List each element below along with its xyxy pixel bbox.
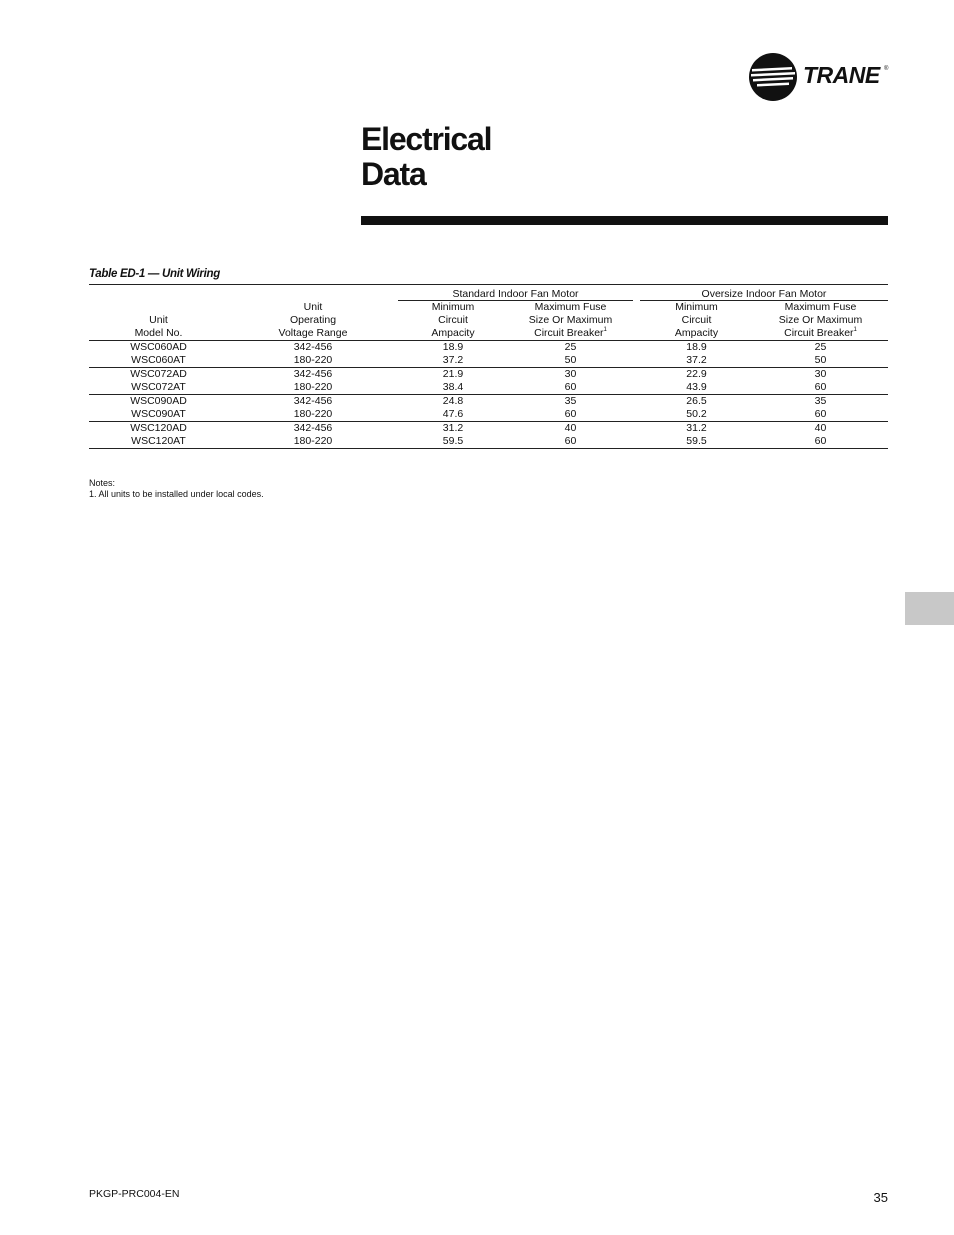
section-tab xyxy=(905,592,954,625)
cell-voltage xyxy=(228,395,398,422)
header-line: Maximum Fuse xyxy=(784,301,857,313)
title-line-2: Data xyxy=(361,156,426,192)
cell-value: 35 xyxy=(564,395,577,407)
cell-value: 31.2 xyxy=(442,422,464,434)
trane-logo xyxy=(748,52,890,102)
cell-value: WSC120AD xyxy=(130,422,187,434)
header-line: Operating xyxy=(289,314,337,326)
cell-value: 24.8 xyxy=(442,395,464,407)
column-header-ovr-max-fuse xyxy=(753,301,888,341)
cell-std-max-fuse xyxy=(508,368,633,395)
header-line: Size Or Maximum xyxy=(528,314,613,326)
title-rule xyxy=(361,216,888,225)
cell-value: WSC090AD xyxy=(130,395,187,407)
column-header-voltage xyxy=(228,301,398,341)
cell-value: WSC060AT xyxy=(131,354,186,366)
table-row xyxy=(89,368,888,395)
header-line: Minimum xyxy=(675,301,718,313)
cell-model xyxy=(89,395,228,422)
cell-ovr-max-fuse xyxy=(753,395,888,422)
cell-value: WSC090AT xyxy=(131,408,186,420)
table-row xyxy=(89,341,888,368)
page-number: 35 xyxy=(873,1190,888,1205)
cell-std-min-circuit-ampacity xyxy=(398,395,508,422)
header-line: Unit xyxy=(303,301,323,313)
cell-value: WSC060AD xyxy=(130,341,187,353)
cell-value: 18.9 xyxy=(686,341,707,353)
header-line: Circuit xyxy=(681,314,712,326)
cell-value: 26.5 xyxy=(686,395,707,407)
header-line: Maximum Fuse xyxy=(534,301,607,313)
cell-value: 40 xyxy=(564,422,577,434)
cell-value: 60 xyxy=(814,408,827,420)
note-item: 1. All units to be installed under local codes. xyxy=(89,489,264,499)
cell-value: WSC120AT xyxy=(131,435,186,447)
cell-ovr-max-fuse xyxy=(753,368,888,395)
header-line xyxy=(508,327,633,340)
cell-value: 37.2 xyxy=(686,354,707,366)
cell-value: 60 xyxy=(814,381,827,393)
footnote-marker: 1 xyxy=(853,327,857,333)
cell-ovr-max-fuse xyxy=(753,422,888,449)
cell-value: 342-456 xyxy=(293,368,333,380)
trane-logo-icon xyxy=(748,52,798,102)
cell-value: 25 xyxy=(564,341,577,353)
cell-value: 35 xyxy=(814,395,827,407)
cell-value: 21.9 xyxy=(442,368,464,380)
cell-value: 180-220 xyxy=(293,435,333,447)
page-title xyxy=(361,122,491,192)
cell-value: 50 xyxy=(814,354,827,366)
cell-ovr-min-circuit-ampacity xyxy=(640,422,753,449)
cell-value: 47.6 xyxy=(442,408,464,420)
cell-model xyxy=(89,368,228,395)
header-line: Unit xyxy=(149,314,168,326)
column-header-model xyxy=(89,301,228,341)
cell-ovr-min-circuit-ampacity xyxy=(640,395,753,422)
cell-std-min-circuit-ampacity xyxy=(398,422,508,449)
table-row xyxy=(89,395,888,422)
cell-value: 342-456 xyxy=(293,422,333,434)
document-code: PKGP-PRC004-EN xyxy=(89,1188,180,1200)
cell-value: 30 xyxy=(564,368,577,380)
column-header-std-max-fuse xyxy=(508,301,633,341)
header-line: Model No. xyxy=(134,327,183,339)
cell-voltage xyxy=(228,341,398,368)
table-caption: Table ED-1 — Unit Wiring xyxy=(89,268,220,280)
header-line xyxy=(753,327,888,340)
group-header-standard: Standard Indoor Fan Motor xyxy=(398,285,633,301)
cell-value: 50 xyxy=(564,354,577,366)
cell-ovr-min-circuit-ampacity xyxy=(640,368,753,395)
cell-value: WSC072AT xyxy=(131,381,186,393)
cell-std-min-circuit-ampacity xyxy=(398,341,508,368)
column-header-ovr-min-circuit-ampacity xyxy=(640,301,753,341)
header-text: Circuit Breaker xyxy=(534,327,604,339)
notes-heading: Notes: xyxy=(89,478,116,488)
cell-value: 25 xyxy=(814,341,827,353)
cell-model xyxy=(89,341,228,368)
table-notes xyxy=(89,478,264,500)
header-text: Circuit Breaker xyxy=(784,327,854,339)
cell-value: 38.4 xyxy=(442,381,464,393)
cell-value: 60 xyxy=(814,435,827,447)
header-line: Minimum xyxy=(431,301,475,313)
cell-value: 180-220 xyxy=(293,354,333,366)
header-line: Ampacity xyxy=(431,327,475,339)
group-header-oversize: Oversize Indoor Fan Motor xyxy=(640,285,888,301)
cell-voltage xyxy=(228,422,398,449)
registered-mark: ® xyxy=(884,66,889,72)
header-line: Ampacity xyxy=(674,327,719,339)
unit-wiring-table xyxy=(89,284,888,449)
cell-value: 59.5 xyxy=(686,435,707,447)
cell-value: 342-456 xyxy=(293,395,333,407)
cell-value: WSC072AD xyxy=(130,368,187,380)
cell-value: 30 xyxy=(814,368,827,380)
footnote-marker: 1 xyxy=(603,327,607,333)
cell-std-max-fuse xyxy=(508,341,633,368)
cell-value: 18.9 xyxy=(442,341,464,353)
cell-value: 60 xyxy=(564,435,577,447)
cell-value: 59.5 xyxy=(442,435,464,447)
title-line-1: Electrical xyxy=(361,121,492,157)
cell-value: 22.9 xyxy=(686,368,707,380)
cell-value: 60 xyxy=(564,408,577,420)
cell-value: 60 xyxy=(564,381,577,393)
cell-model xyxy=(89,422,228,449)
cell-std-min-circuit-ampacity xyxy=(398,368,508,395)
table-row xyxy=(89,422,888,449)
header-line: Voltage Range xyxy=(278,327,348,339)
cell-value: 43.9 xyxy=(686,381,707,393)
cell-value: 37.2 xyxy=(442,354,464,366)
cell-voltage xyxy=(228,368,398,395)
cell-ovr-max-fuse xyxy=(753,341,888,368)
header-line: Circuit xyxy=(438,314,468,326)
cell-std-max-fuse xyxy=(508,422,633,449)
cell-value: 342-456 xyxy=(293,341,333,353)
logo-wordmark: TRANE xyxy=(803,62,880,88)
cell-value: 50.2 xyxy=(686,408,707,420)
cell-value: 180-220 xyxy=(293,408,333,420)
cell-ovr-min-circuit-ampacity xyxy=(640,341,753,368)
cell-value: 180-220 xyxy=(293,381,333,393)
cell-std-max-fuse xyxy=(508,395,633,422)
column-header-std-min-circuit-ampacity xyxy=(398,301,508,341)
header-line: Size Or Maximum xyxy=(778,314,863,326)
cell-value: 40 xyxy=(814,422,827,434)
cell-value: 31.2 xyxy=(686,422,707,434)
